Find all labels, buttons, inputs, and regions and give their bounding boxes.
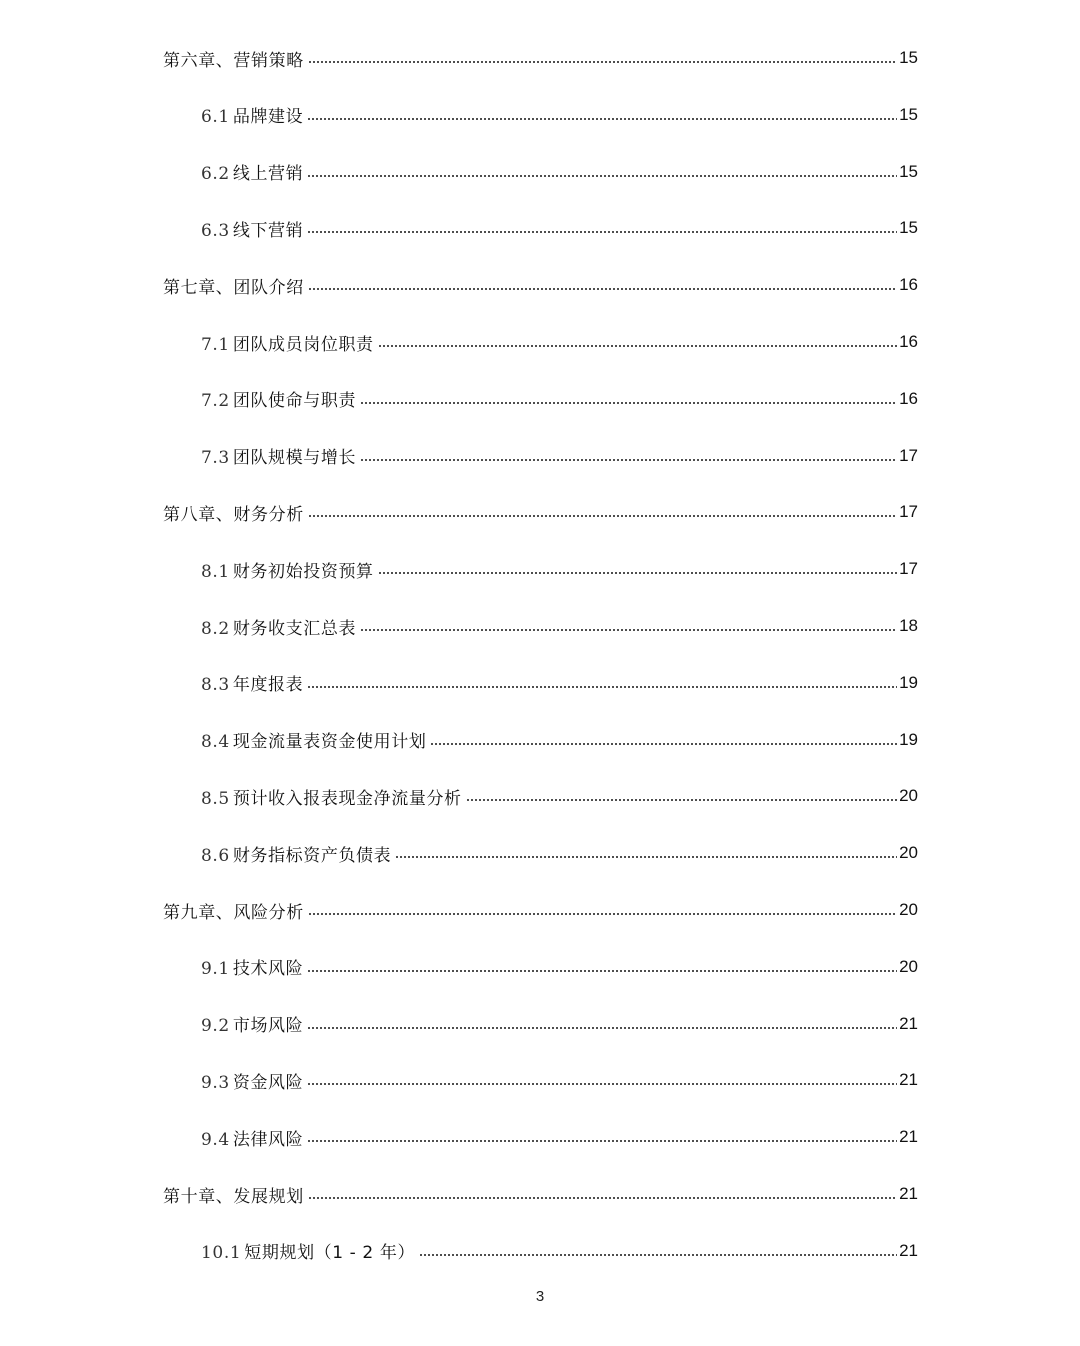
toc-section-entry[interactable] [201,768,918,824]
toc-dot-leader [360,458,897,462]
toc-page-number: 19 [899,672,918,692]
toc-section-entry[interactable] [201,1109,918,1165]
toc-entry-label: 年度报表 [232,675,304,696]
toc-entry-title [201,102,303,127]
toc-entry-label: 品牌建设 [232,107,304,128]
toc-section-entry[interactable] [201,655,918,711]
toc-entry-title [201,216,303,241]
toc-chapter-entry[interactable] [163,1166,918,1222]
toc-dot-leader [307,1139,897,1143]
toc-section-entry[interactable] [201,428,918,484]
toc-section-entry[interactable] [201,1223,918,1279]
toc-section-entry[interactable] [201,1052,918,1108]
toc-entry-title [201,557,374,582]
toc-chapter-entry[interactable] [163,257,918,313]
toc-entry-number: 8.1 [201,561,230,582]
toc-page-number: 21 [899,1070,918,1090]
toc-section-entry[interactable] [201,371,918,427]
toc-page-number: 17 [899,559,918,579]
toc-page-number: 21 [899,1184,918,1203]
toc-dot-leader [378,344,897,348]
toc-entry-number: 8.4 [201,732,230,753]
toc-page-number: 17 [899,502,918,522]
toc-entry-title [201,1068,303,1093]
toc-entry-number: 10.1 [201,1243,242,1264]
toc-page-number: 16 [899,275,918,295]
toc-entry-title [201,727,426,752]
toc-entry-label: 财务收支汇总表 [232,618,357,639]
toc-dot-leader [307,685,897,689]
toc-entry-number: 6.1 [201,107,230,128]
toc-page-number: 15 [899,48,918,67]
toc-page-number: 21 [899,1127,918,1147]
toc-entry-title [201,1125,303,1150]
toc-entry-title [201,784,462,809]
toc-entry-title [201,1011,303,1036]
toc-entry-number: 7.3 [201,448,230,469]
toc-entry-title [201,330,374,355]
toc-dot-leader [308,912,897,916]
toc-dot-leader [360,628,897,632]
toc-dot-leader [307,1082,897,1086]
toc-entry-label: 线上营销 [232,164,304,185]
toc-page-number: 21 [899,1240,918,1260]
toc-dot-leader [307,1026,897,1030]
toc-page-number: 17 [899,445,918,465]
toc-entry-label: 现金流量表资金使用计划 [232,732,427,753]
toc-entry-number: 9.4 [201,1129,230,1150]
toc-entry-title [163,46,304,71]
toc-dot-leader [378,571,897,575]
toc-entry-label: 线下营销 [232,220,304,241]
toc-entry-label: 第十章、发展规划 [163,1186,304,1207]
toc-entry-number: 9.2 [201,1016,230,1037]
toc-entry-title [163,898,304,923]
toc-entry-title [201,954,303,979]
toc-dot-leader [360,401,897,405]
toc-section-entry[interactable] [201,996,918,1052]
toc-section-entry[interactable] [201,314,918,370]
toc-page-number: 20 [899,843,918,863]
toc-page-number: 21 [899,1013,918,1033]
toc-entry-title [201,159,303,184]
toc-entry-label: 第九章、风险分析 [163,902,304,923]
toc-dot-leader [308,1196,897,1200]
toc-section-entry[interactable] [201,825,918,881]
toc-page-number: 15 [899,218,918,238]
toc-entry-title [201,841,391,866]
toc-entry-title [201,1238,415,1263]
toc-entry-title [163,273,304,298]
toc-entry-number: 7.2 [201,391,230,412]
toc-entry-number: 8.2 [201,618,230,639]
toc-page-number: 19 [899,729,918,749]
toc-page-number: 16 [899,388,918,408]
toc-entry-title [201,670,303,695]
toc-page-number: 20 [899,956,918,976]
toc-entry-label: 财务指标资产负债表 [232,845,392,866]
toc-section-entry[interactable] [201,541,918,597]
toc-entry-label: 第六章、营销策略 [163,50,304,71]
toc-section-entry[interactable] [201,712,918,768]
toc-entry-label: 法律风险 [232,1129,304,1150]
toc-entry-number: 8.3 [201,675,230,696]
toc-page-number: 20 [899,786,918,806]
toc-entry-number: 9.1 [201,959,230,980]
toc-page-number: 20 [899,900,918,919]
toc-page-number: 18 [899,616,918,635]
toc-entry-number: 9.3 [201,1072,230,1093]
toc-entry-number: 7.1 [201,334,230,355]
toc-entry-label: 预计收入报表现金净流量分析 [232,788,462,809]
toc-dot-leader [419,1253,897,1257]
toc-dot-leader [395,855,897,859]
toc-entry-number: 8.5 [201,788,230,809]
toc-entry-number: 8.6 [201,845,230,866]
toc-entry-title [163,500,304,525]
toc-page-number: 15 [899,161,918,181]
toc-dot-leader [307,174,897,178]
toc-entry-label: 市场风险 [232,1016,304,1037]
toc-dot-leader [308,60,897,64]
toc-entry-label: 资金风险 [232,1072,304,1093]
toc-page-number: 15 [899,104,918,124]
toc-section-entry[interactable] [201,144,918,200]
toc-entry-label: 团队成员岗位职责 [232,334,374,355]
toc-section-entry[interactable] [201,87,918,143]
toc-entry-label: 第八章、财务分析 [163,504,304,525]
toc-section-entry[interactable] [201,200,918,256]
toc-page-number: 16 [899,332,918,351]
toc-dot-leader [307,117,897,121]
toc-entry-title [201,614,356,639]
toc-entry-label: 技术风险 [232,959,304,980]
toc-entry-label: 团队使命与职责 [232,391,357,412]
toc-dot-leader [307,969,897,973]
toc-entry-label: 第七章、团队介绍 [163,277,304,298]
toc-entry-label: 短期规划（1 - 2 年） [244,1243,416,1264]
toc-section-entry[interactable] [201,939,918,995]
toc-chapter-entry[interactable] [163,882,918,938]
toc-chapter-entry[interactable] [163,484,918,540]
toc-dot-leader [466,798,897,802]
toc-chapter-entry[interactable] [163,30,918,86]
toc-dot-leader [430,742,897,746]
toc-entry-number: 6.3 [201,220,230,241]
toc-entry-number: 6.2 [201,164,230,185]
toc-dot-leader [307,230,897,234]
toc-section-entry[interactable] [201,598,918,654]
toc-entry-title [163,1182,304,1207]
toc-entry-label: 团队规模与增长 [232,448,357,469]
toc-dot-leader [308,287,897,291]
toc-entry-title [201,386,356,411]
page-number: 3 [535,1288,545,1305]
toc-dot-leader [308,514,897,518]
toc-entry-title [201,443,356,468]
toc-entry-label: 财务初始投资预算 [232,561,374,582]
